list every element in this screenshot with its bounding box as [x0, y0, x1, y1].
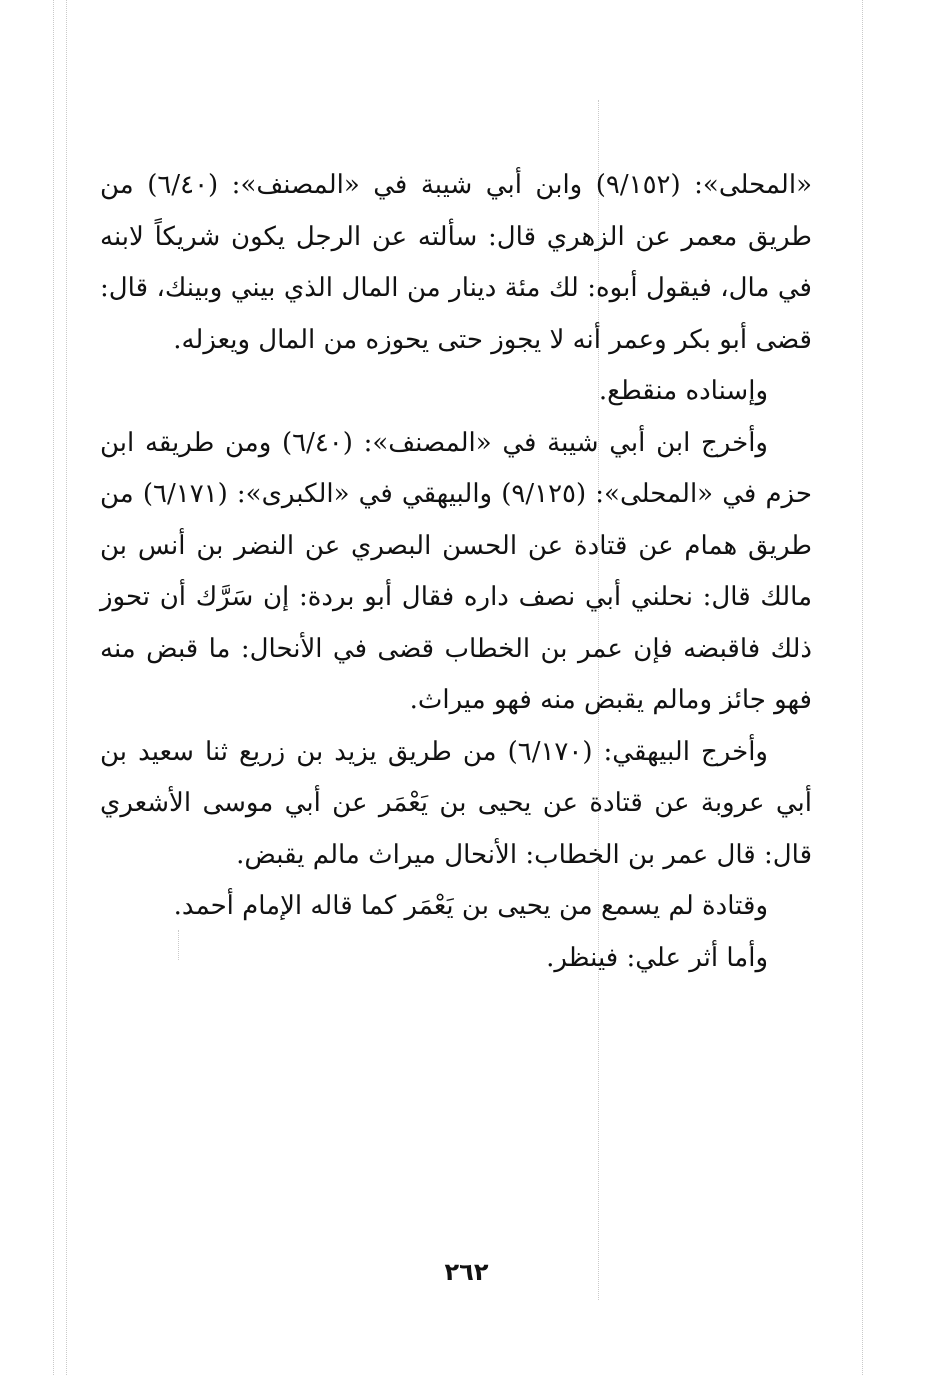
paragraph-bayhaqi: وأخرج البيهقي: (٦/١٧٠) من طريق يزيد بن زريع ثنا سعيد بن أبي عروبة عن قتادة عن يحيى بن يَعْمَر عن أبي موسى الأشعري قال: قال عمر بن الخطاب: الأنحال ميراث مالم يقبض. [100, 736, 812, 870]
paragraph-mahalli-continuation: «المحلى»: (٩/١٥٢) وابن أبي شيبة في «المصنف»: (٦/٤٠) من طريق معمر عن الزهري قال: سألته عن الرجل يكون شريكاً لابنه في مال، فيقول أبوه: لك مئة دينار من المال الذي بيني وبينك، قال: قضى أبو بكر وعمر أنه لا يجوز حتى يحوزه من المال ويعزله. [100, 170, 812, 355]
page-body [100, 160, 812, 984]
page-number: ٢٦٢ [444, 1258, 489, 1286]
paragraph-athar-ali: وأما أثر علي: فينظر. [546, 942, 768, 973]
paragraph-ibn-abi-shayba: وأخرج ابن أبي شيبة في «المصنف»: (٦/٤٠) ومن طريقه ابن حزم في «المحلى»: (٩/١٢٥) والبيهقي في «الكبرى»: (٦/١٧١) من طريق همام عن قتادة عن الحسن البصري عن النضر بن أنس بن مالك قال: نحلني أبي نصف داره فقال أبو بردة: إن سَرَّك أن تحوز ذلك فاقبضه فإن عمر بن الخطاب قضى في الأنحال: ما قبض منه فهو جائز ومالم يقبض منه فهو ميراث. [100, 427, 812, 715]
scan-artifact-line [53, 0, 54, 1375]
scan-artifact-line [862, 0, 863, 1375]
paragraph-qatada-note: وقتادة لم يسمع من يحيى بن يَعْمَر كما قاله الإمام أحمد. [173, 891, 768, 921]
paragraph-isnad-munqati: وإسناده منقطع. [598, 376, 768, 406]
scan-artifact-line [66, 0, 67, 1375]
